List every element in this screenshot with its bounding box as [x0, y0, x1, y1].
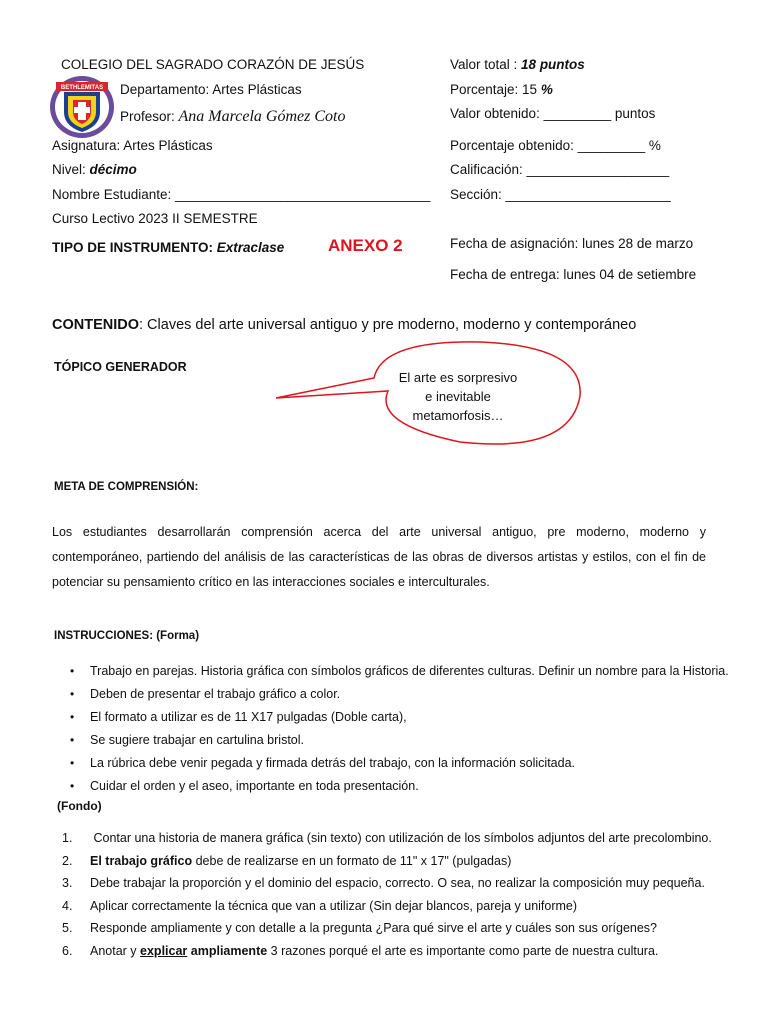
instructions-label: INSTRUCCIONES: (Forma): [54, 630, 200, 642]
list-item: 3. Debe trabajar la proporción y el dominio del espacio, correcto. O sea, no realizar la composición muy pequeña.: [62, 876, 705, 890]
level-value: décimo: [89, 162, 137, 177]
department: Departamento: Artes Plásticas: [120, 82, 302, 97]
obtained-percent-field: Porcentaje obtenido: _________ %: [450, 138, 661, 153]
content-text: : Claves del arte universal antiguo y pre moderno, moderno y contemporáneo: [139, 317, 637, 333]
list-item: • La rúbrica debe venir pegada y firmada detrás del trabajo, con la información solicitada.: [70, 752, 729, 775]
student-name-field: Nombre Estudiante: __________________________________: [52, 187, 431, 202]
school-crest-logo: [48, 74, 116, 140]
bubble-line: metamorfosis…: [412, 408, 504, 423]
list-item: • Cuidar el orden y el aseo, importante en toda presentación.: [70, 775, 729, 798]
fondo-label: (Fondo): [57, 799, 102, 813]
content-instructions-list: [62, 827, 712, 962]
goal-paragraph: [52, 520, 706, 595]
section-field: Sección: ______________________: [450, 187, 671, 202]
total-label: Valor total :: [450, 57, 522, 72]
list-item: • Se sugiere trabajar en cartulina bristol.: [70, 729, 729, 752]
topic-label: TÓPICO GENERADOR: [54, 360, 187, 374]
annex-label: ANEXO 2: [328, 236, 403, 255]
teacher-name: Ana Marcela Gómez Coto: [178, 108, 346, 125]
delivery-date: Fecha de entrega: lunes 04 de setiembre: [450, 267, 697, 282]
total-value-line: [450, 57, 585, 72]
school-name: COLEGIO DEL SAGRADO CORAZÓN DE JESÚS: [61, 57, 365, 72]
teacher-line: [120, 108, 345, 126]
goal-line: potenciar su pensamiento crítico en las interacciones sociales e interculturales.: [52, 575, 490, 589]
level-line: [52, 162, 137, 177]
goal-label: META DE COMPRENSIÓN:: [54, 481, 199, 493]
list-item: • El formato a utilizar es de 11 X17 pulgadas (Doble carta),: [70, 706, 729, 729]
percentage-label: Porcentaje: 15: [450, 82, 541, 97]
goal-line: Los estudiantes desarrollarán comprensión acerca del arte universal antiguo, pre moderno, moderno y: [52, 525, 706, 539]
goal-line: contemporáneo, partiendo del análisis de las características de las obras de diversos artistas y estilos, con el fin de: [52, 550, 706, 564]
assignment-date: Fecha de asignación: lunes 28 de marzo: [450, 236, 694, 251]
instrument-label: TIPO DE INSTRUMENTO:: [52, 240, 217, 255]
content-label: CONTENIDO: [52, 317, 139, 333]
percentage-line: [450, 82, 553, 97]
instrument-value: Extraclase: [216, 240, 285, 255]
level-label: Nivel:: [52, 162, 90, 177]
teacher-label: Profesor:: [120, 109, 179, 124]
form-instructions-list: [70, 660, 729, 798]
course-year: Curso Lectivo 2023 II SEMESTRE: [52, 211, 258, 226]
content-line: [52, 317, 636, 333]
svg-text:BETHLEMITAS: BETHLEMITAS: [60, 85, 104, 91]
percent-symbol: %: [540, 82, 553, 97]
bubble-text: [388, 368, 528, 425]
list-item: 4. Aplicar correctamente la técnica que van a utilizar (Sin dejar blancos, pareja y uniforme): [62, 898, 578, 913]
list-item: 1. Contar una historia de manera gráfica (sin texto) con utilización de los símbolos adjuntos del arte precolombino.: [62, 831, 712, 845]
list-item: 6. Anotar y explicar ampliamente 3 razones porqué el arte es importante como parte de nuestra cultura.: [62, 943, 659, 958]
list-item: 5. Responde ampliamente y con detalle a la pregunta ¿Para qué sirve el arte y cuáles son sus orígenes?: [62, 921, 657, 935]
instrument-line: [52, 240, 284, 255]
total-points: 18 puntos: [521, 57, 585, 72]
subject: Asignatura: Artes Plásticas: [52, 138, 213, 153]
bubble-line: e inevitable: [425, 389, 491, 404]
list-item: • Deben de presentar el trabajo gráfico a color.: [70, 683, 729, 706]
bubble-line: El arte es sorpresivo: [398, 370, 518, 385]
list-item: • Trabajo en parejas. Historia gráfica con símbolos gráficos de diferentes culturas. Definir un nombre para la Historia.: [70, 660, 729, 683]
grade-field: Calificación: ___________________: [450, 162, 670, 177]
list-item: 2. El trabajo gráfico debe de realizarse en un formato de 11" x 17" (pulgadas): [62, 853, 512, 868]
obtained-value-field: Valor obtenido: _________ puntos: [450, 106, 656, 121]
